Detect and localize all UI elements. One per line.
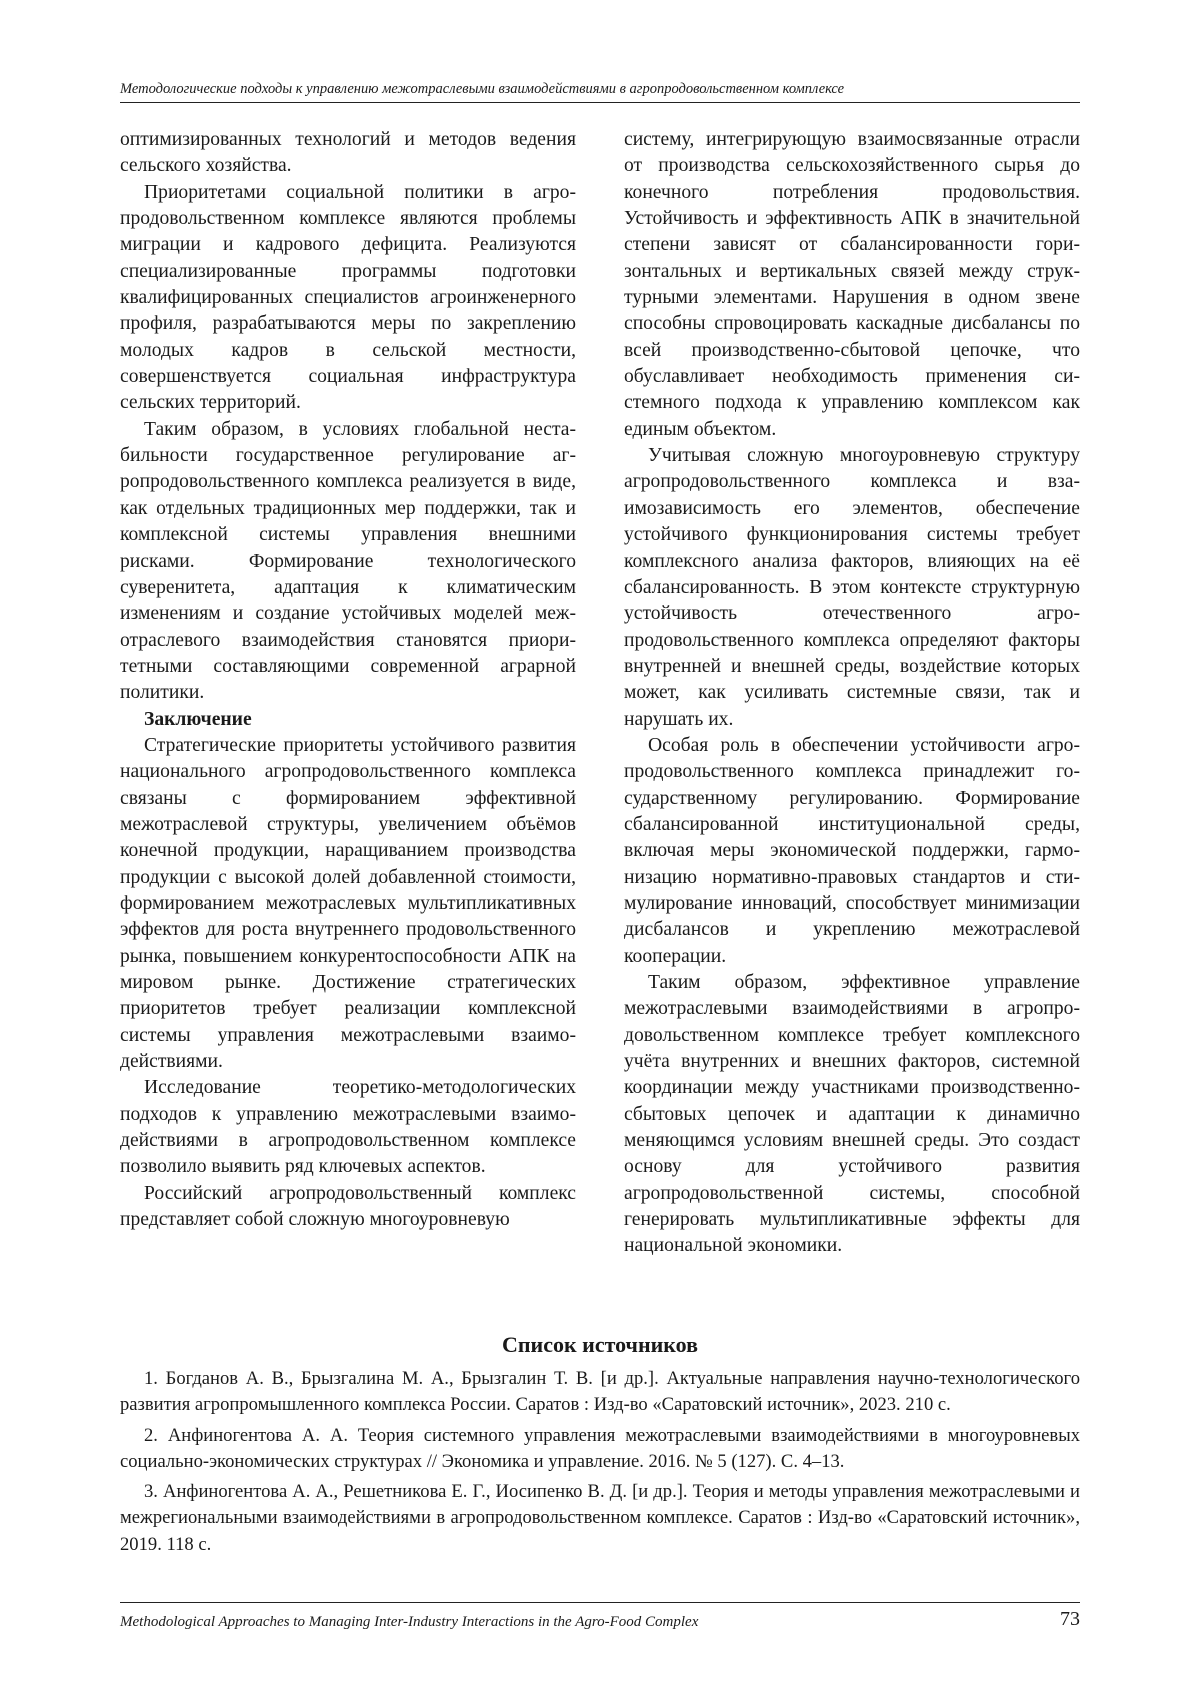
reference-item: 3. Анфиногентова А. А., Решетникова Е. Г., Иосипенко В. Д. [и др.]. Теория и методы управления межотраслевыми и межрегиональными взаимодействиями в агропродовольственном комплексе. Саратов : Изд-во «Саратовский источник», 2019. 118 с. — [120, 1481, 1080, 1555]
body-paragraph: Таким образом, в условиях глобальной нестабильности государственное регулирование агропродовольственного комплекса реализуется в виде, как отдельных традиционных мер поддержки, так и комплексной системы управления внешними рисками. Формирование технологического суверенитета, адаптация к климатическим изменениям и создание устойчивых моделей межотраслевого взаимодействия становятся приоритетными составляющими современной аграрной политики. — [120, 418, 576, 704]
left-column — [120, 127, 576, 1233]
body-paragraph: Учитывая сложную многоуровневую структуру агропродовольственного комплекса и взаимозависимость его элементов, обеспечение устойчивого функционирования системы требует комплексного анализа факторов, влияющих на её сбалансированность. В этом контексте структурную устойчивость отечественного агропродовольственного комплекса определяют факторы внутренней и внешней среды, воздействие которых может, как усиливать системные связи, так и нарушать их. — [624, 445, 1080, 730]
reference-item: 2. Анфиногентова А. А. Теория системного управления межотраслевыми взаимодействиями в многоуровневых социально-экономических структурах // Экономика и управление. 2016. № 5 (127). С. 4–13. — [120, 1424, 1080, 1472]
reference-item: 1. Богданов А. В., Брызгалина М. А., Брызгалин Т. В. [и др.]. Актуальные направления научно-технологического развития агропромышленного комплекса России. Саратов : Изд-во «Саратовский источник», 2023. 210 с. — [120, 1368, 1080, 1416]
header-divider — [120, 102, 1080, 103]
page-number: 73 — [1060, 1608, 1080, 1630]
body-paragraph: Таким образом, эффективное управление межотраслевыми взаимодействиями в агропродовольственном комплексе требует комплексного учёта внутренних и внешних факторов, системной координации между участниками производственно-сбытовых цепочек и адаптации к динамично меняющимся условиям внешней среды. Это создаст основу для устойчивого развития агропродовольственной системы, способной генерировать мультипликативные эффекты для национальной экономики. — [624, 972, 1080, 1257]
body-paragraph: оптимизированных технологий и методов ведения сельского хозяйства. — [120, 129, 576, 177]
body-paragraph: Приоритетами социальной политики в агропродовольственном комплексе являются проблемы миграции и кадрового дефицита. Реализуются специализированные программы подготовки квалифицированных специалистов агроинженерного профиля, разрабатываются меры по закреплению молодых кадров в сельской местности, совершенствуется социальная инфраструктура сельских территорий. — [120, 181, 576, 414]
footer-divider — [120, 1602, 1080, 1603]
references-list — [120, 1366, 1080, 1558]
body-paragraph: Стратегические приоритеты устойчивого развития национального агропродовольственного комплекса связаны с формированием эффективной межотраслевой структуры, увеличением объёмов конечной продукции, наращиванием производства продукции с высокой долей добавленной стоимости, формированием межотраслевых мультипликативных эффектов для роста внутреннего продовольственного рынка, повышением конкурентоспособности АПК на мировом рынке. Достижение стратегических приоритетов требует реализации комплексной системы управления межотраслевыми взаимодействиями. — [120, 734, 576, 1073]
section-heading-conclusion: Заключение — [144, 708, 252, 730]
right-column — [624, 127, 1080, 1260]
body-paragraph: Исследование теоретико-методологических подходов к управлению межотраслевыми взаимодействиями в агропродовольственном комплексе позволило выявить ряд ключевых аспектов. — [120, 1077, 576, 1178]
running-footer-title: Methodological Approaches to Managing Inter-Industry Interactions in the Agro-Food Complex — [120, 1614, 699, 1630]
body-paragraph: систему, интегрирующую взаимосвязанные отрасли от производства сельскохозяйственного сырья до конечного потребления продовольствия. Устойчивость и эффективность АПК в значительной степени зависят от сбалансированности горизонтальных и вертикальных связей между структурными элементами. Нарушения в одном звене способны спровоцировать каскадные дисбалансы по всей производственно-сбытовой цепочке, что обуславливает необходимость применения системного подхода к управлению комплексом как единым объектом. — [624, 129, 1080, 440]
body-paragraph: Особая роль в обеспечении устойчивости агропродовольственного комплекса принадлежит государственному регулированию. Формирование сбалансированной институциональной среды, включая меры экономической поддержки, гармонизацию нормативно-правовых стандартов и стимулирование инноваций, способствует минимизации дисбалансов и укреплению межотраслевой кооперации. — [624, 734, 1080, 967]
running-header-title: Методологические подходы к управлению межотраслевыми взаимодействиями в агропродовольственном комплексе — [120, 81, 845, 97]
references-title: Список источников — [501, 1332, 699, 1357]
body-paragraph: Российский агропродовольственный комплекс представляет собой сложную многоуровневую — [120, 1182, 576, 1231]
